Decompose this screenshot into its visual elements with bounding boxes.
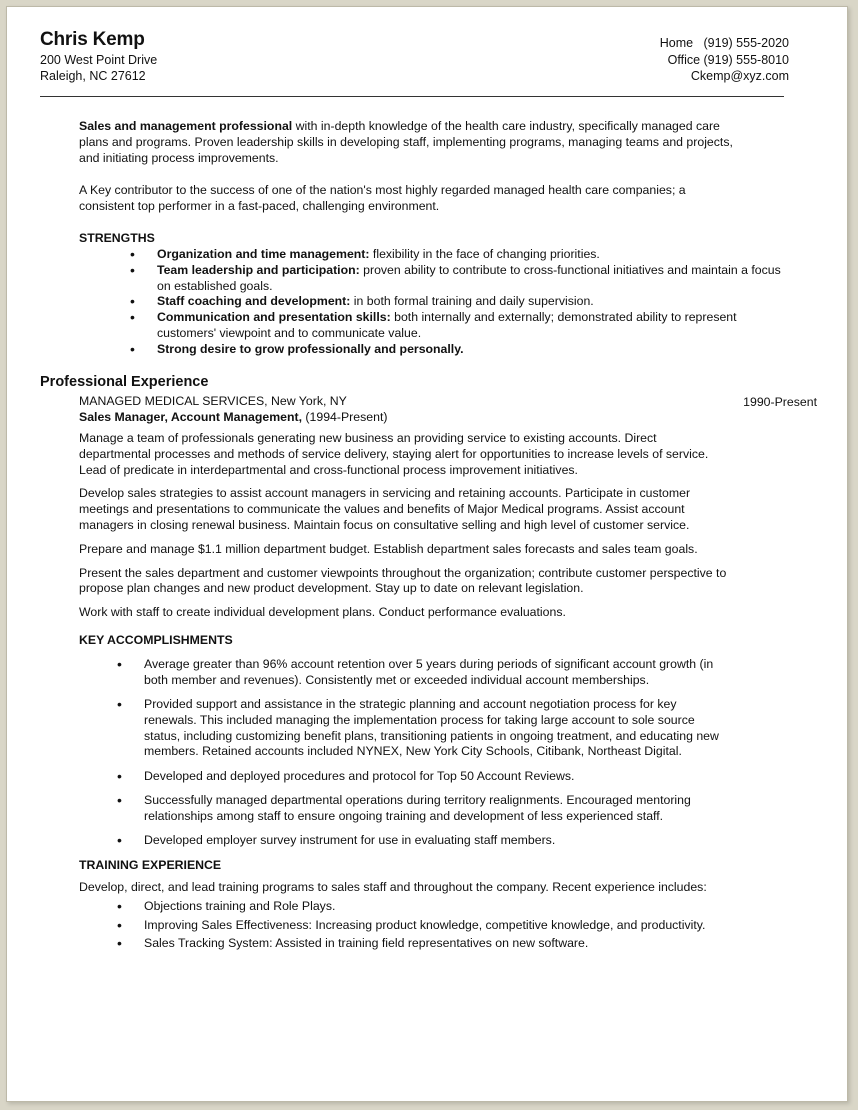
home-phone: Home (919) 555-2020	[659, 36, 789, 50]
accomplishments-list	[79, 657, 719, 849]
list-item: • Improving Sales Effectiveness: Increasing product knowledge, competitive knowledge, and productivity.	[144, 916, 784, 935]
strengths-heading: STRENGTHS	[79, 231, 155, 245]
list-item: • Organization and time management: flexibility in the face of changing priorities.	[157, 247, 797, 263]
training-heading: TRAINING EXPERIENCE	[79, 858, 222, 872]
list-item: • Strong desire to grow professionally and personally.	[157, 342, 797, 358]
list-item: • Successfully managed departmental operations during territory realignments. Encouraged mentoring relationships among staff to ensure ongoing training and development of less experienced staff.	[144, 793, 719, 825]
list-item: • Developed and deployed procedures and protocol for Top 50 Account Reviews.	[144, 769, 719, 785]
accomplishments-block	[79, 657, 719, 857]
summary-text: with in-depth knowledge of the health care industry, specifically managed care plans and programs. Proven leadership skills in developing staff, implementing programs, managing teams and projects, and initiating process improvements.	[79, 119, 733, 165]
list-item: • Provided support and assistance in the strategic planning and account negotiation process for key renewals. This included managing the implementation process for taking large account to sole source status, including customizing benefit plans, transitioning patients in ongoing treatment, and educating new members. Retained accounts included NYNEX, New York City Schools, Citibank, Northeast Digital.	[144, 697, 719, 760]
office-phone: Office (919) 555-8010	[667, 52, 789, 67]
list-item: • Team leadership and participation: proven ability to contribute to cross-functional initiatives and maintain a focus on established goals.	[157, 263, 797, 295]
list-item: • Communication and presentation skills: both internally and externally; demonstrated ability to represent customers' viewpoint and to communicate value.	[157, 310, 797, 342]
role-title: Sales Manager, Account Management,	[79, 410, 303, 424]
list-item: • Developed employer survey instrument for use in evaluating staff members.	[144, 833, 719, 849]
experience-paragraph: Develop sales strategies to assist account managers in servicing and retaining accounts. Participate in customer meetings and presentations to communicate the values and benefits of Major Medical programs. Assist account managers in closing renewal business. Maintain focus on consultative selling and high level of customer service.	[79, 486, 691, 532]
employment-dates: 1990-Present	[743, 395, 817, 409]
training-intro: Develop, direct, and lead training programs to sales staff and throughout the company. Recent experience includes:	[79, 880, 707, 894]
experience-section-title: Professional Experience	[40, 374, 209, 390]
summary-paragraph-2: A Key contributor to the success of one of the nation's most highly regarded managed health care companies; a consistent top performer in a fast-paced, challenging environment.	[79, 183, 686, 213]
list-item: • Objections training and Role Plays.	[144, 897, 784, 916]
experience-paragraph: Manage a team of professionals generating new business an providing service to existing accounts. Direct departmental processes and methods of service delivery, staying alert for opportunities to increase levels of service. Lead of predicate in interdepartmental and cross-functional process improvement initiatives.	[79, 431, 709, 477]
accomplishments-heading: KEY ACCOMPLISHMENTS	[79, 633, 233, 647]
summary-lead: Sales and management professional	[79, 119, 293, 133]
resume-page	[6, 6, 848, 1102]
role-dates: (1994-Present)	[302, 410, 388, 424]
experience-description	[79, 431, 729, 629]
summary-paragraph-1	[79, 119, 739, 166]
list-item: • Staff coaching and development: in both formal training and daily supervision.	[157, 294, 797, 310]
list-item: • Average greater than 96% account retention over 5 years during periods of significant account growth (in both member and revenues). Consistently met or exceeded individual account memberships.	[144, 657, 719, 689]
email: Ckemp@xyz.com	[690, 69, 789, 83]
address-line-1: 200 West Point Drive	[40, 53, 158, 67]
company-line: MANAGED MEDICAL SERVICES, New York, NY	[79, 394, 347, 408]
contact-block	[660, 35, 789, 85]
strengths-list	[79, 247, 797, 358]
experience-paragraph: Present the sales department and customer viewpoints throughout the organization; contribute customer perspective to propose plan changes and new product development. Stay up to date on relevant legislation.	[79, 565, 727, 596]
experience-paragraph: Prepare and manage $1.1 million department budget. Establish department sales forecasts and sales team goals.	[79, 541, 698, 556]
role-line	[79, 410, 739, 426]
experience-paragraph: Work with staff to create individual development plans. Conduct performance evaluations.	[79, 605, 566, 620]
candidate-name: Chris Kemp	[40, 29, 145, 50]
address-block	[40, 53, 157, 84]
header-divider	[40, 96, 784, 97]
address-line-2: Raleigh, NC 27612	[40, 68, 146, 83]
training-list	[79, 897, 784, 953]
list-item: • Sales Tracking System: Assisted in training field representatives on new software.	[144, 934, 784, 953]
